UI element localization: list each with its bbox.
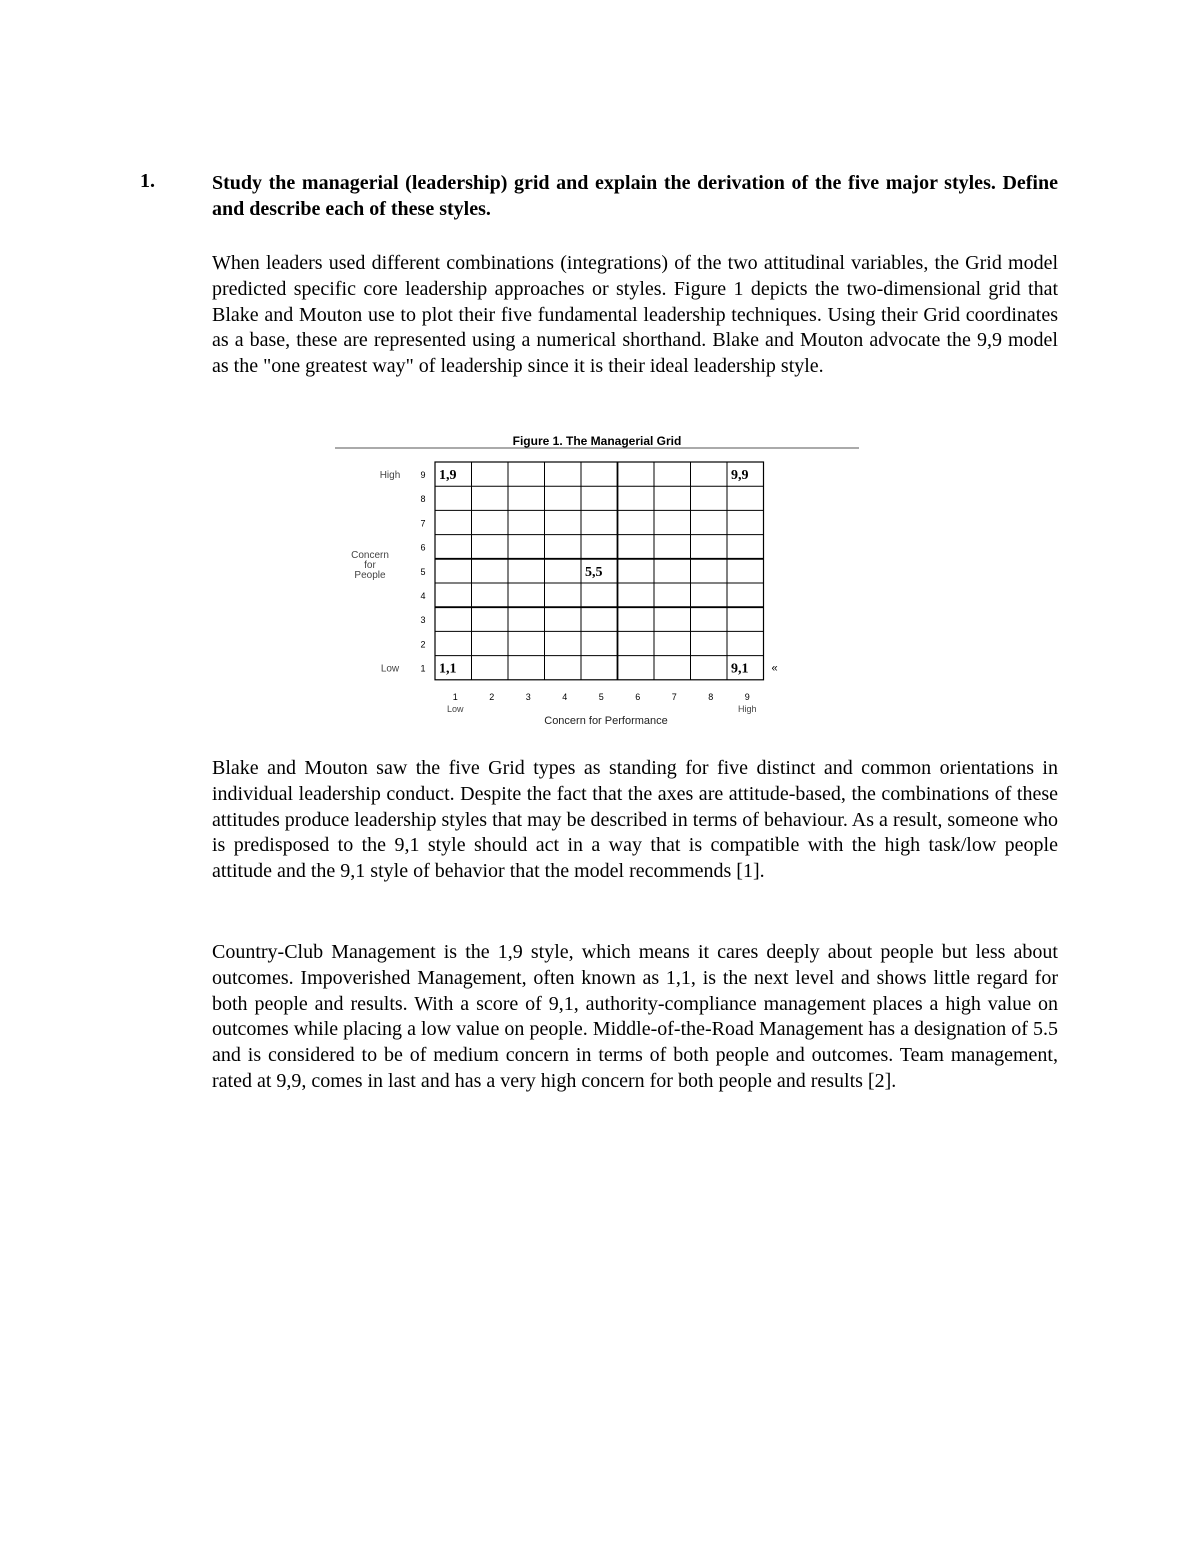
y-axis-label: Concern xyxy=(351,550,389,561)
grid-cell-label: 1,9 xyxy=(439,468,457,483)
y-axis-label: People xyxy=(354,570,386,581)
managerial-grid-figure xyxy=(335,430,861,730)
paragraph-intro: When leaders used different combinations (integrations) of the two attitudinal variables, the Grid model predicted specific core leadership approaches or styles. Figure 1 depicts the two-dimensional grid that Blake and Mouton use to plot their five fundamental leadership techniques. Using their Grid coordinates as a base, these are represented using a numerical shorthand. Blake and Mouton advocate the 9,9 model as the "one greatest way" of leadership since it is their ideal leadership style. xyxy=(212,252,1058,378)
y-axis-high-label: High xyxy=(379,470,401,481)
grid-cell-label: 9,1 xyxy=(731,661,749,677)
y-axis-low-label: Low xyxy=(380,663,400,675)
x-tick-label: 6 xyxy=(635,691,641,702)
question-text: Study the managerial (leadership) grid and explain the derivation of the five major styles. Define and describe each of these styles. xyxy=(212,172,1058,220)
x-tick-label: 9 xyxy=(744,691,750,702)
y-tick-label: 2 xyxy=(420,639,426,650)
paragraph-styles: Country-Club Management is the 1,9 style, which means it cares deeply about people but less about outcomes. Impoverished Management, often known as 1,1, is the next level and shows little regard for both people and results. With a score of 9,1, authority-compliance management places a high value on outcomes while placing a low value on people. Middle-of-the-Road Management has a designation of 5.5 and is considered to be of medium concern in terms of both people and outcomes. Team management, rated at 9,9, comes in last and has a very high concern for both people and results [2]. xyxy=(212,941,1058,1092)
x-tick-label: 2 xyxy=(489,691,495,702)
x-tick-label: 5 xyxy=(598,691,604,702)
grid-cell-label: 9,9 xyxy=(731,468,749,483)
y-tick-label: 9 xyxy=(420,470,426,480)
y-tick-label: 1 xyxy=(420,663,426,674)
x-tick-label: 3 xyxy=(525,691,531,702)
y-axis-label: for xyxy=(364,560,376,571)
managerial-grid-svg xyxy=(335,430,861,730)
question-number: 1. xyxy=(140,170,155,192)
grid-corner-mark: « xyxy=(771,662,778,675)
y-tick-label: 5 xyxy=(420,566,426,577)
y-tick-label: 4 xyxy=(420,591,426,601)
x-tick-label: 1 xyxy=(452,691,458,702)
y-tick-label: 7 xyxy=(420,518,426,529)
x-axis-label: Concern for Performance xyxy=(544,714,668,727)
y-tick-label: 6 xyxy=(420,542,426,553)
grid-cell-label: 1,1 xyxy=(439,661,457,677)
y-tick-label: 3 xyxy=(420,615,426,626)
paragraph-grid-types: Blake and Mouton saw the five Grid types as standing for five distinct and common orientations in individual leadership conduct. Despite the fact that the axes are attitude-based, the combinations of these attitudes produce leadership styles that may be described in terms of behaviour. As a result, someone who is predisposed to the 9,1 style should act in a way that is compatible with the high task/low people attitude and the 9,1 style of behavior that the model recommends [1]. xyxy=(212,757,1058,883)
x-tick-label: 8 xyxy=(708,691,714,702)
y-tick-label: 8 xyxy=(420,494,426,505)
x-axis-low-label: Low xyxy=(446,703,464,714)
figure-title: Figure 1. The Managerial Grid xyxy=(512,434,682,448)
x-tick-label: 7 xyxy=(671,691,677,702)
x-tick-label: 4 xyxy=(562,691,568,702)
grid-cell-label: 5,5 xyxy=(585,564,603,580)
x-axis-high-label: High xyxy=(737,703,757,714)
